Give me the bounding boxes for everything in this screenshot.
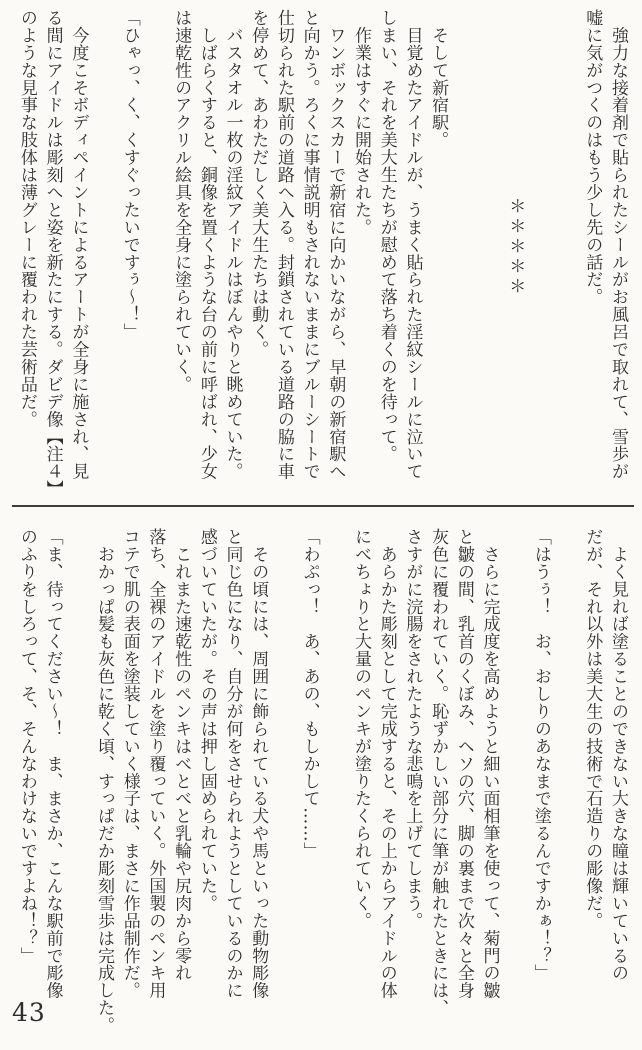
section-divider bbox=[12, 505, 634, 507]
text-line: しばらくすると、銅像を置くような台の前に呼ばれ、少女 bbox=[196, 9, 217, 481]
text-line: 「ま、待ってください～！ ま、まさか、こんな駅前で彫像 bbox=[42, 528, 63, 1000]
text-line: だが、それ以外は美大生の技術で石造りの彫像だ。 bbox=[582, 528, 603, 930]
blank-line bbox=[65, 528, 91, 1014]
blank-line bbox=[553, 9, 579, 485]
text-line: しまい、それを美大生たちが慰めて落ち着くのを待って。 bbox=[376, 9, 397, 463]
text-line: 目覚めたアイドルが、うまく貼られた淫紋シールに泣いて bbox=[402, 9, 423, 481]
text-line: さすがに浣腸をされたような悲鳴を上げてしまう。 bbox=[402, 528, 423, 930]
text-line: 強力な接着剤で貼られたシールがお風呂で取れて、雪歩が bbox=[608, 9, 628, 481]
text-line: あらかた彫刻として完成すると、その上からアイドルの体 bbox=[376, 528, 397, 1000]
blank-line bbox=[527, 9, 553, 485]
text-line: 灰色に覆われていく。恥ずかしい部分に筆が触れたときには、 bbox=[428, 528, 449, 1017]
text-line: 感づいていたが。その声は押し固められていた。 bbox=[196, 528, 217, 912]
text-line: を停めて、あわただしく美大生たちは動く。 bbox=[248, 9, 269, 358]
text-line: る間にアイドルは彫刻へと姿を新たにする。ダビデ像【注４】 bbox=[42, 9, 63, 498]
blank-line bbox=[322, 528, 348, 1014]
page-number: 43 bbox=[12, 998, 46, 1027]
text-line: のような見事な肢体は薄グレーに覆われた芸術品だ。 bbox=[16, 9, 37, 428]
text-line: コテで肌の表面を塗装していく様子は、まさに作品制作だ。 bbox=[119, 528, 140, 1000]
scene-break-line: ＊＊＊＊＊ bbox=[505, 197, 526, 297]
blank-line bbox=[270, 528, 296, 1014]
blank-line bbox=[142, 9, 168, 485]
top-text-block bbox=[13, 9, 630, 498]
text-line: と皺の間、乳首のくぼみ、ヘソの穴、脚の裏まで次々と全身 bbox=[453, 528, 474, 1000]
text-line: 今度こそボディペイントによるアートが全身に施され、見 bbox=[68, 9, 89, 481]
text-line: 嘘に気がつくのはもう少し先の話だ。 bbox=[582, 9, 603, 306]
blank-line bbox=[502, 528, 528, 1014]
text-line: 仕切られた駅前の道路へ入る。封鎖されている道路の脇に車 bbox=[273, 9, 294, 481]
text-line: よく見れば塗ることのできない大きな瞳は輝いているの bbox=[608, 528, 628, 982]
text-line: のふりをしろって、そ、そんなわけないですよね！？」 bbox=[16, 528, 37, 965]
bottom-text-block bbox=[13, 528, 630, 1035]
text-line: と向かう。ろくに事情説明もされないままにブルーシートで bbox=[299, 9, 320, 481]
blank-line bbox=[553, 528, 579, 1014]
text-line: と同じ色になり、自分が何をさせられようとしているのかに bbox=[222, 528, 243, 1000]
text-line: 「わぷっ！ あ、あの、もしかして……」 bbox=[299, 528, 320, 860]
text-line: これまた速乾性のペンキはべとべと乳輪や尻肉から零れ bbox=[171, 528, 192, 982]
text-line: その頃には、周囲に飾られている犬や馬といった動物彫像 bbox=[248, 528, 269, 1000]
text-line: にべちょりと大量のペンキが塗りたくられていく。 bbox=[351, 528, 371, 930]
text-line: そして新宿駅。 bbox=[428, 9, 449, 149]
blank-line bbox=[476, 9, 502, 485]
text-line: さらに完成度を高めようと細い面相筆を使って、菊門の皺 bbox=[479, 528, 500, 1000]
text-line: は速乾性のアクリル絵具を全身に塗られていく。 bbox=[171, 9, 192, 393]
text-line: ワンボックスカーで新宿に向かいながら、早朝の新宿駅へ bbox=[325, 9, 346, 481]
blank-line bbox=[450, 9, 476, 485]
text-line: 作業はすぐに開始された。 bbox=[351, 9, 372, 236]
text-line: バスタオル一枚の淫紋アイドルはぼんやりと眺めていた。 bbox=[222, 9, 243, 481]
blank-line bbox=[90, 9, 116, 485]
text-line: 「はうぅ！ お、おしりのあなまで塗るんですかぁ！？」 bbox=[530, 528, 551, 982]
text-line: 「ひゃっ、く、くすぐったいですぅ～！」 bbox=[119, 9, 140, 341]
text-line: おかっぱ髪も灰色に乾く頃、すっぱだか彫刻雪歩は完成した。 bbox=[94, 528, 114, 1035]
text-line: 落ち、全裸のアイドルを塗り覆っていく。外国製のペンキ用 bbox=[145, 528, 166, 1000]
